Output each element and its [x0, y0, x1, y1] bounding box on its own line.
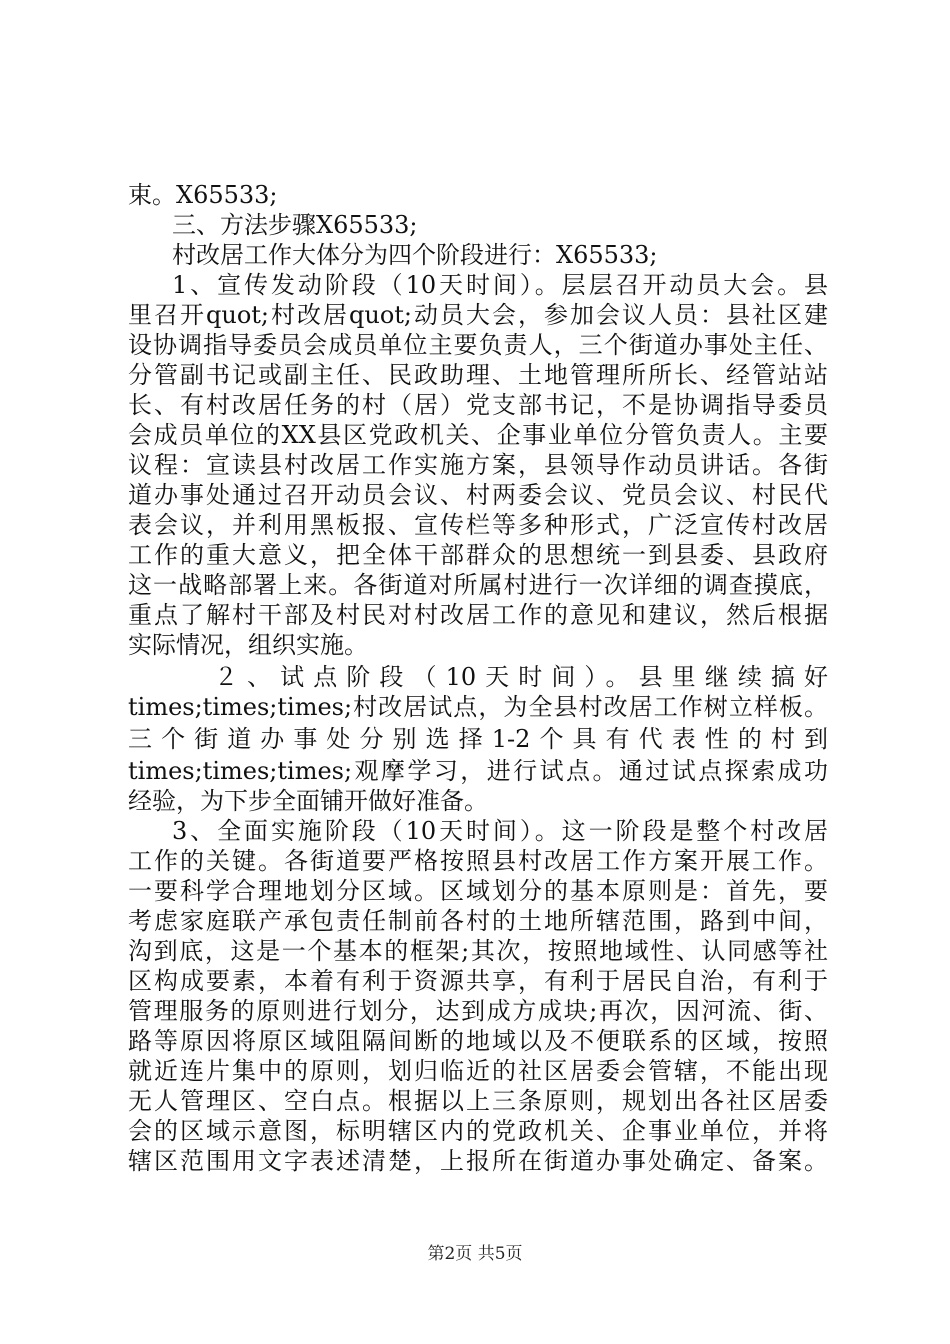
text-line: 区构成要素，本着有利于资源共享，有利于居民自治，有利于	[128, 967, 828, 995]
text-line: 束。X65533;	[128, 181, 278, 209]
text-line: 长、有村改居任务的村（居）党支部书记，不是协调指导委员	[128, 391, 828, 419]
text-line: 设协调指导委员会成员单位主要负责人，三个街道办事处主任、	[128, 331, 828, 359]
text-line: 1、宣传发动阶段（10天时间）。层层召开动员大会。县	[172, 271, 828, 299]
text-line: 三个街道办事处分别选择1-2个具有代表性的村到	[128, 725, 828, 753]
text-line: 表会议，并利用黑板报、宣传栏等多种形式，广泛宣传村改居	[128, 511, 828, 539]
text-line: 道办事处通过召开动员会议、村两委会议、党员会议、村民代	[128, 481, 828, 509]
text-line: 路等原因将原区域阻隔间断的地域以及不便联系的区域，按照	[128, 1027, 828, 1055]
text-line: times;times;times;观摩学习，进行试点。通过试点探索成功	[128, 757, 828, 785]
text-line: 辖区范围用文字表述清楚，上报所在街道办事处确定、备案。	[128, 1147, 828, 1175]
text-line: ２、试点阶段（10天时间）。县里继续搞好	[214, 663, 828, 691]
page-number-footer: 第2页 共5页	[427, 1244, 523, 1264]
text-line: 工作的关键。各街道要严格按照县村改居工作方案开展工作。	[128, 847, 828, 875]
text-line: 3、全面实施阶段（10天时间）。这一阶段是整个村改居	[172, 817, 828, 845]
text-line: 沟到底，这是一个基本的框架;其次，按照地域性、认同感等社	[128, 937, 828, 965]
text-line: 一要科学合理地划分区域。区域划分的基本原则是：首先，要	[128, 877, 828, 905]
text-line: 会成员单位的XX县区党政机关、企事业单位分管负责人。主要	[128, 421, 828, 449]
text-line: 议程：宣读县村改居工作实施方案，县领导作动员讲话。各街	[128, 451, 828, 479]
text-line: 实际情况，组织实施。	[128, 631, 368, 659]
text-line: 这一战略部署上来。各街道对所属村进行一次详细的调查摸底，	[128, 571, 828, 599]
text-line: 考虑家庭联产承包责任制前各村的土地所辖范围，路到中间，	[128, 907, 828, 935]
text-line: 无人管理区、空白点。根据以上三条原则，规划出各社区居委	[128, 1087, 828, 1115]
text-line: 重点了解村干部及村民对村改居工作的意见和建议，然后根据	[128, 601, 828, 629]
section-heading: 三、方法步骤X65533;	[172, 211, 418, 239]
text-line: times;times;times;村改居试点，为全县村改居工作树立样板。	[128, 693, 828, 721]
text-line: 会的区域示意图，标明辖区内的党政机关、企事业单位，并将	[128, 1117, 828, 1145]
text-line: 村改居工作大体分为四个阶段进行：X65533;	[172, 241, 658, 269]
text-line: 分管副书记或副主任、民政助理、土地管理所所长、经管站站	[128, 361, 828, 389]
text-line: 里召开quot;村改居quot;动员大会，参加会议人员：县社区建	[128, 301, 828, 329]
text-line: 经验，为下步全面铺开做好准备。	[128, 787, 488, 815]
text-line: 管理服务的原则进行划分，达到成方成块;再次，因河流、街、	[128, 997, 828, 1025]
text-line: 就近连片集中的原则，划归临近的社区居委会管辖，不能出现	[128, 1057, 828, 1085]
text-line: 工作的重大意义，把全体干部群众的思想统一到县委、县政府	[128, 541, 828, 569]
